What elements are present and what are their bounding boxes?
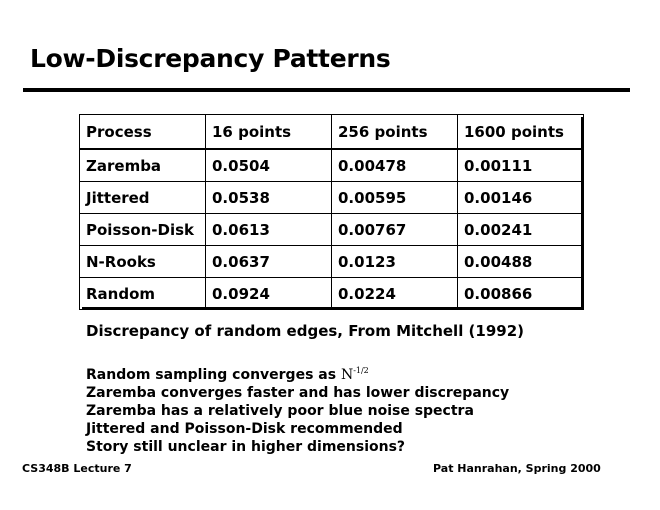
- header-16-points: 16 points: [206, 115, 332, 150]
- cell-value: 0.0613: [206, 214, 332, 246]
- discrepancy-table: [79, 114, 584, 310]
- cell-process: Random: [80, 278, 206, 310]
- header-process: Process: [80, 115, 206, 150]
- title-divider: [23, 88, 630, 92]
- cell-value: 0.00488: [458, 246, 584, 278]
- note-line: Story still unclear in higher dimensions?: [86, 439, 406, 455]
- convergence-formula: [341, 367, 369, 383]
- table-row: [80, 278, 584, 310]
- note-line: Zaremba has a relatively poor blue noise spectra: [86, 403, 474, 419]
- table-header-row: [80, 115, 584, 150]
- cell-value: 0.0224: [332, 278, 458, 310]
- cell-process: Poisson-Disk: [80, 214, 206, 246]
- cell-process: Zaremba: [80, 149, 206, 182]
- header-1600-points: 1600 points: [458, 115, 584, 150]
- cell-value: 0.00595: [332, 182, 458, 214]
- table-row: [80, 246, 584, 278]
- cell-value: 0.0538: [206, 182, 332, 214]
- cell-value: 0.0637: [206, 246, 332, 278]
- table-caption: Discrepancy of random edges, From Mitchell (1992): [86, 322, 525, 340]
- formula-exponent: -1/2: [353, 366, 369, 375]
- slide-title: Low-Discrepancy Patterns: [30, 44, 391, 73]
- cell-value: 0.0504: [206, 149, 332, 182]
- header-256-points: 256 points: [332, 115, 458, 150]
- note-line: [86, 362, 509, 384]
- footer-author: Pat Hanrahan, Spring 2000: [433, 462, 601, 475]
- cell-process: Jittered: [80, 182, 206, 214]
- table-row: [80, 214, 584, 246]
- cell-value: 0.00866: [458, 278, 584, 310]
- cell-value: 0.00767: [332, 214, 458, 246]
- formula-base: N: [340, 367, 354, 383]
- cell-value: 0.00241: [458, 214, 584, 246]
- cell-value: 0.0123: [332, 246, 458, 278]
- cell-value: 0.00146: [458, 182, 584, 214]
- table-row: [80, 149, 584, 182]
- note-text: Random sampling converges as: [86, 367, 341, 383]
- note-line: Jittered and Poisson-Disk recommended: [86, 421, 403, 437]
- cell-value: 0.00111: [458, 149, 584, 182]
- footer-course: CS348B Lecture 7: [22, 462, 132, 475]
- cell-process: N-Rooks: [80, 246, 206, 278]
- cell-value: 0.00478: [332, 149, 458, 182]
- table-row: [80, 182, 584, 214]
- notes-list: [86, 362, 509, 456]
- cell-value: 0.0924: [206, 278, 332, 310]
- note-line: Zaremba converges faster and has lower discrepancy: [86, 385, 510, 401]
